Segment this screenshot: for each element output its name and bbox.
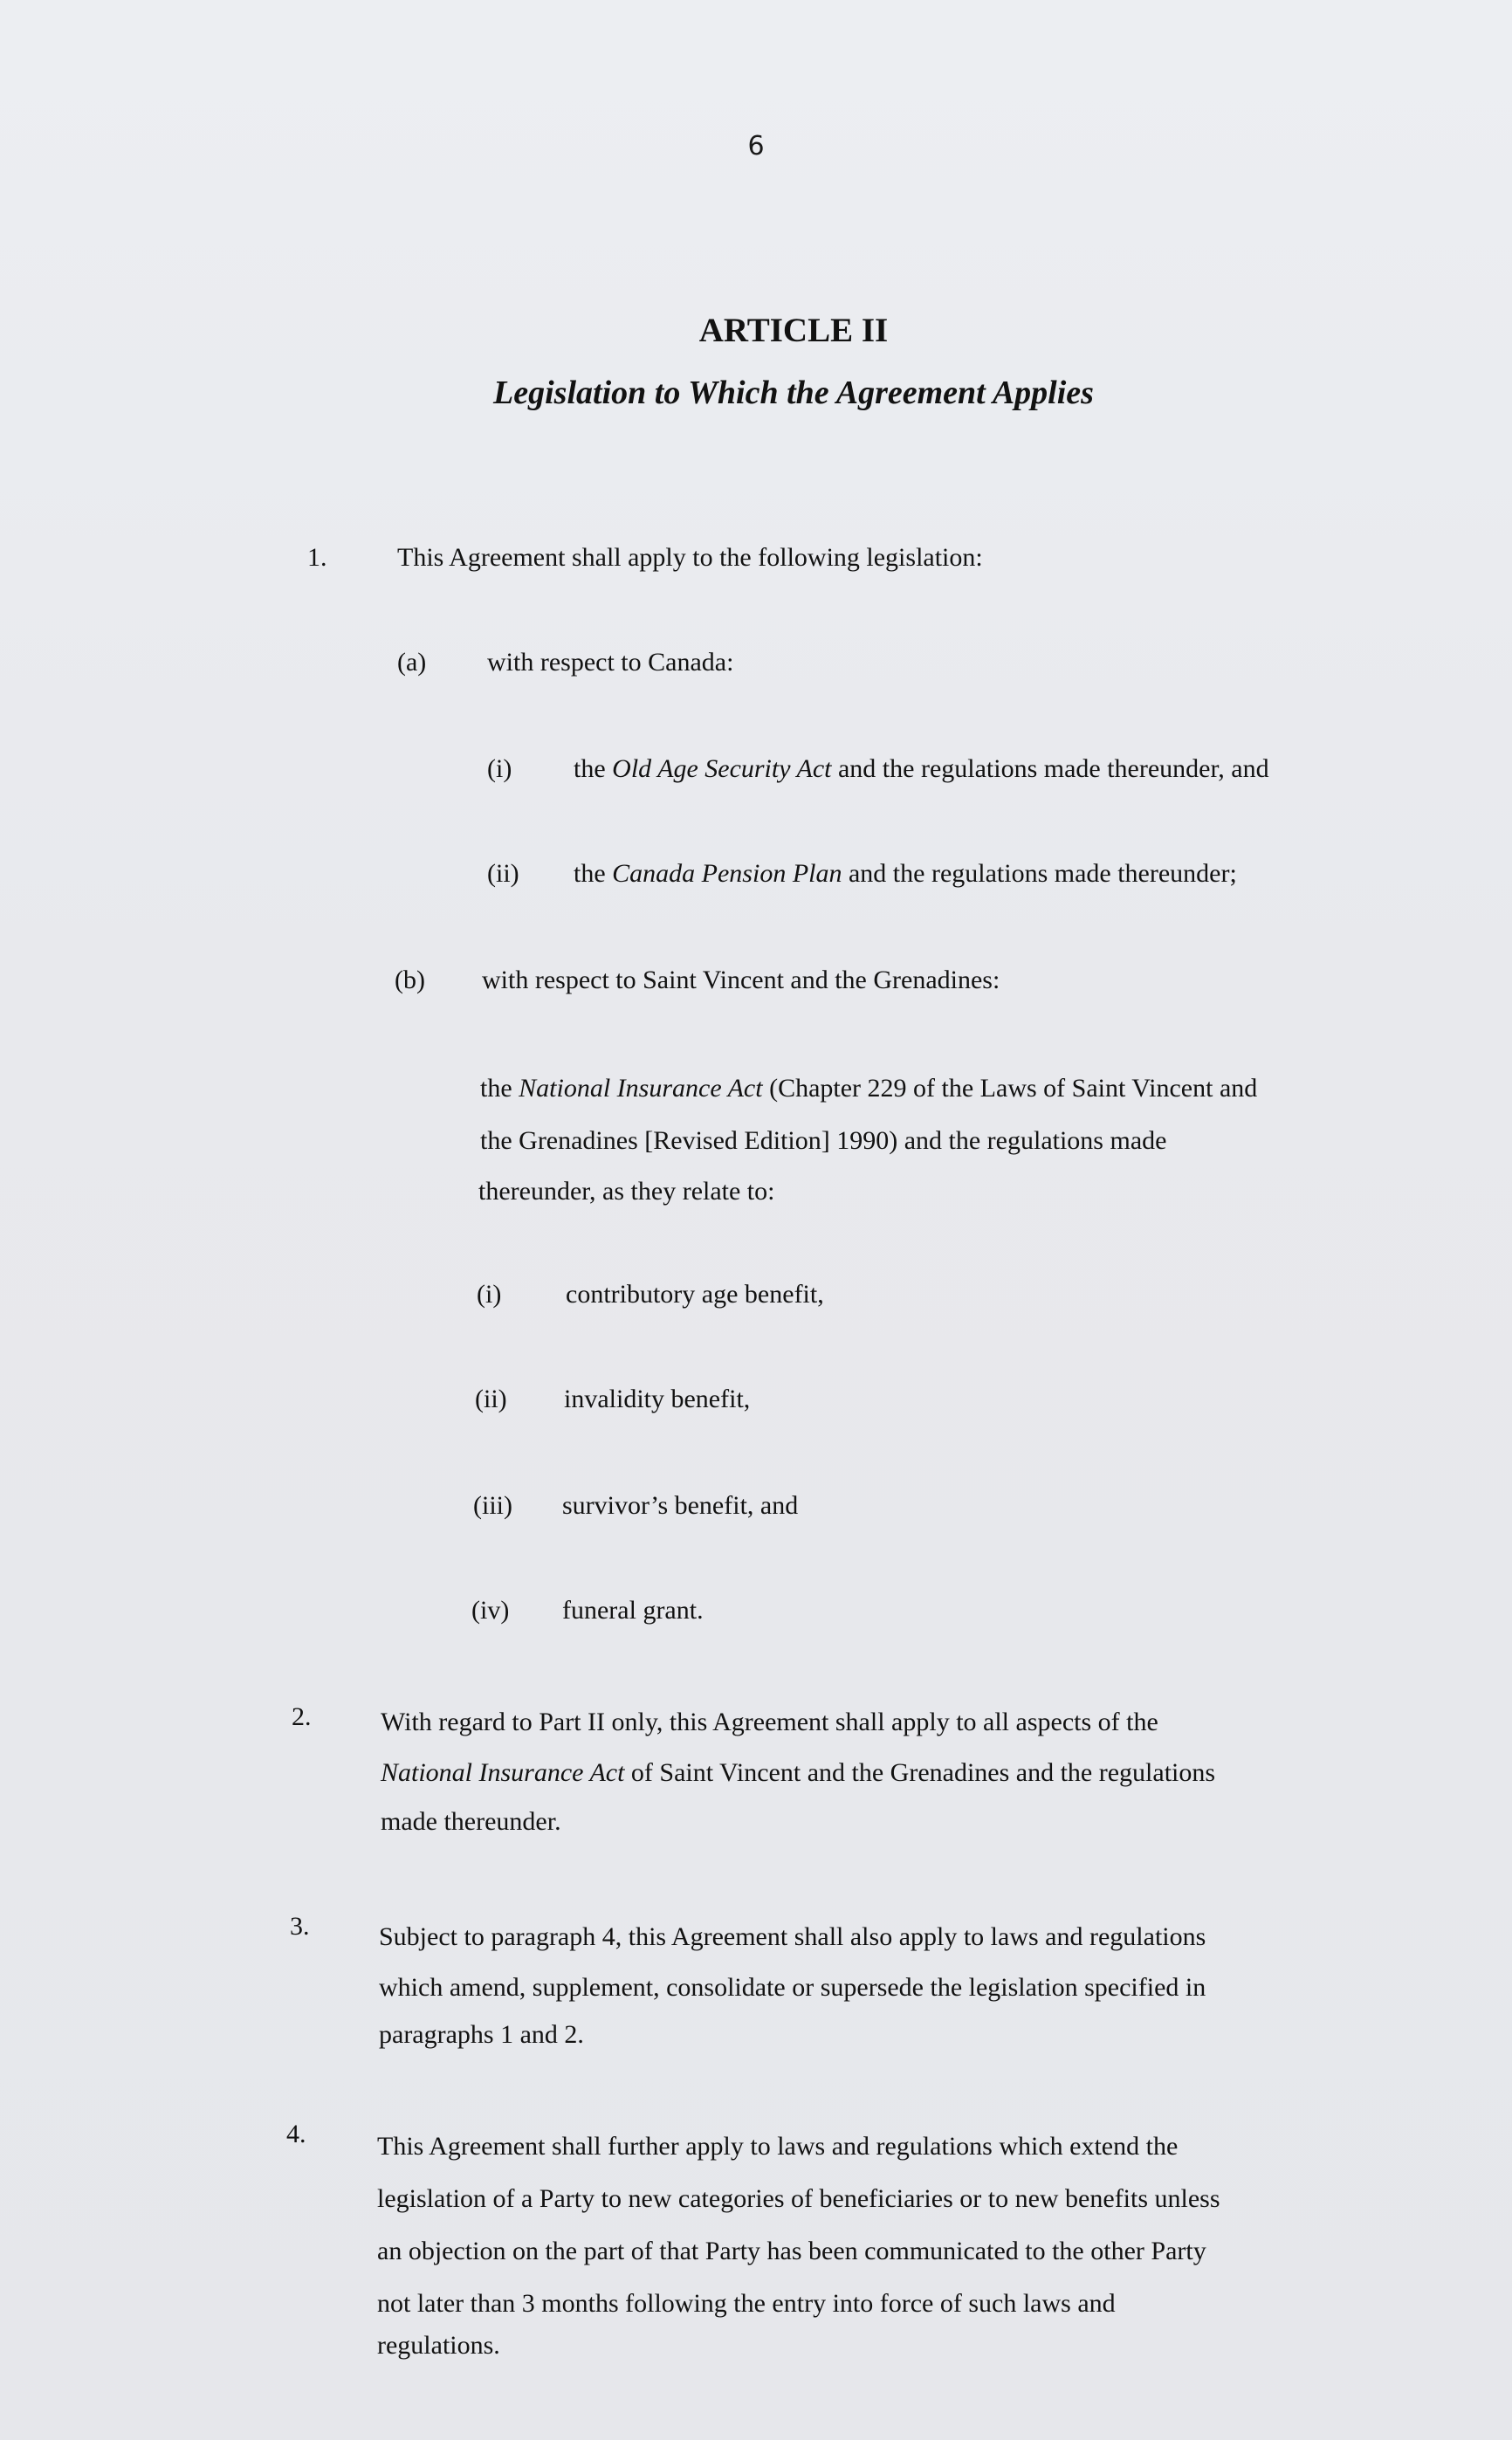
article-title: ARTICLE II xyxy=(698,312,889,349)
para3-number: 3. xyxy=(290,1912,310,1941)
para1a-item2-text: the Canada Pension Plan and the regulations made thereunder; xyxy=(574,859,1237,888)
para1b-item2-label: (ii) xyxy=(475,1385,507,1413)
para1a-item1-text: the Old Age Security Act and the regulations made thereunder, and xyxy=(574,754,1269,783)
para1a-item1-label: (i) xyxy=(487,754,512,783)
para1a-text: with respect to Canada: xyxy=(487,648,734,677)
para1-text: This Agreement shall apply to the following legislation: xyxy=(397,543,983,572)
para4-line3: an objection on the part of that Party has been communicated to the other Party xyxy=(377,2237,1206,2265)
para1b-item4-label: (iv) xyxy=(471,1596,510,1625)
para4-line1: This Agreement shall further apply to laws and regulations which extend the xyxy=(377,2132,1179,2161)
para3-line1: Subject to paragraph 4, this Agreement shall also apply to laws and regulations xyxy=(379,1922,1206,1951)
para1b-body-line2: the Grenadines [Revised Edition] 1990) and the regulations made xyxy=(480,1126,1167,1155)
para1b-item2-text: invalidity benefit, xyxy=(564,1385,751,1413)
page-number: 6 xyxy=(747,131,765,162)
para1b-body-line3: thereunder, as they relate to: xyxy=(478,1177,775,1206)
para3-line3: paragraphs 1 and 2. xyxy=(379,2020,584,2049)
para1b-item3-label: (iii) xyxy=(473,1491,512,1520)
para2-line2: National Insurance Act of Saint Vincent and the Grenadines and the regulations xyxy=(381,1758,1216,1787)
para1-number: 1. xyxy=(307,543,327,572)
para1b-item4-text: funeral grant. xyxy=(562,1596,704,1625)
para1b-label: (b) xyxy=(395,966,425,994)
para4-line2: legislation of a Party to new categories of beneficiaries or to new benefits unless xyxy=(377,2184,1220,2213)
para4-line5: regulations. xyxy=(377,2331,500,2360)
para4-number: 4. xyxy=(286,2120,306,2148)
article-subtitle: Legislation to Which the Agreement Applies xyxy=(493,375,1094,411)
para1b-item3-text: survivor’s benefit, and xyxy=(562,1491,799,1520)
para1b-item1-label: (i) xyxy=(477,1280,502,1309)
para1b-text: with respect to Saint Vincent and the Grenadines: xyxy=(482,966,1000,994)
para2-line3: made thereunder. xyxy=(381,1807,561,1836)
para1b-body-line1: the National Insurance Act (Chapter 229 of the Laws of Saint Vincent and xyxy=(480,1074,1258,1103)
para1b-item1-text: contributory age benefit, xyxy=(566,1280,824,1309)
para3-line2: which amend, supplement, consolidate or supersede the legislation specified in xyxy=(379,1973,1206,2002)
para2-number: 2. xyxy=(292,1702,312,1731)
para4-line4: not later than 3 months following the entry into force of such laws and xyxy=(377,2289,1116,2318)
para2-line1: With regard to Part II only, this Agreement shall apply to all aspects of the xyxy=(381,1708,1158,1736)
para1a-label: (a) xyxy=(397,648,427,677)
para1a-item2-label: (ii) xyxy=(487,859,519,888)
